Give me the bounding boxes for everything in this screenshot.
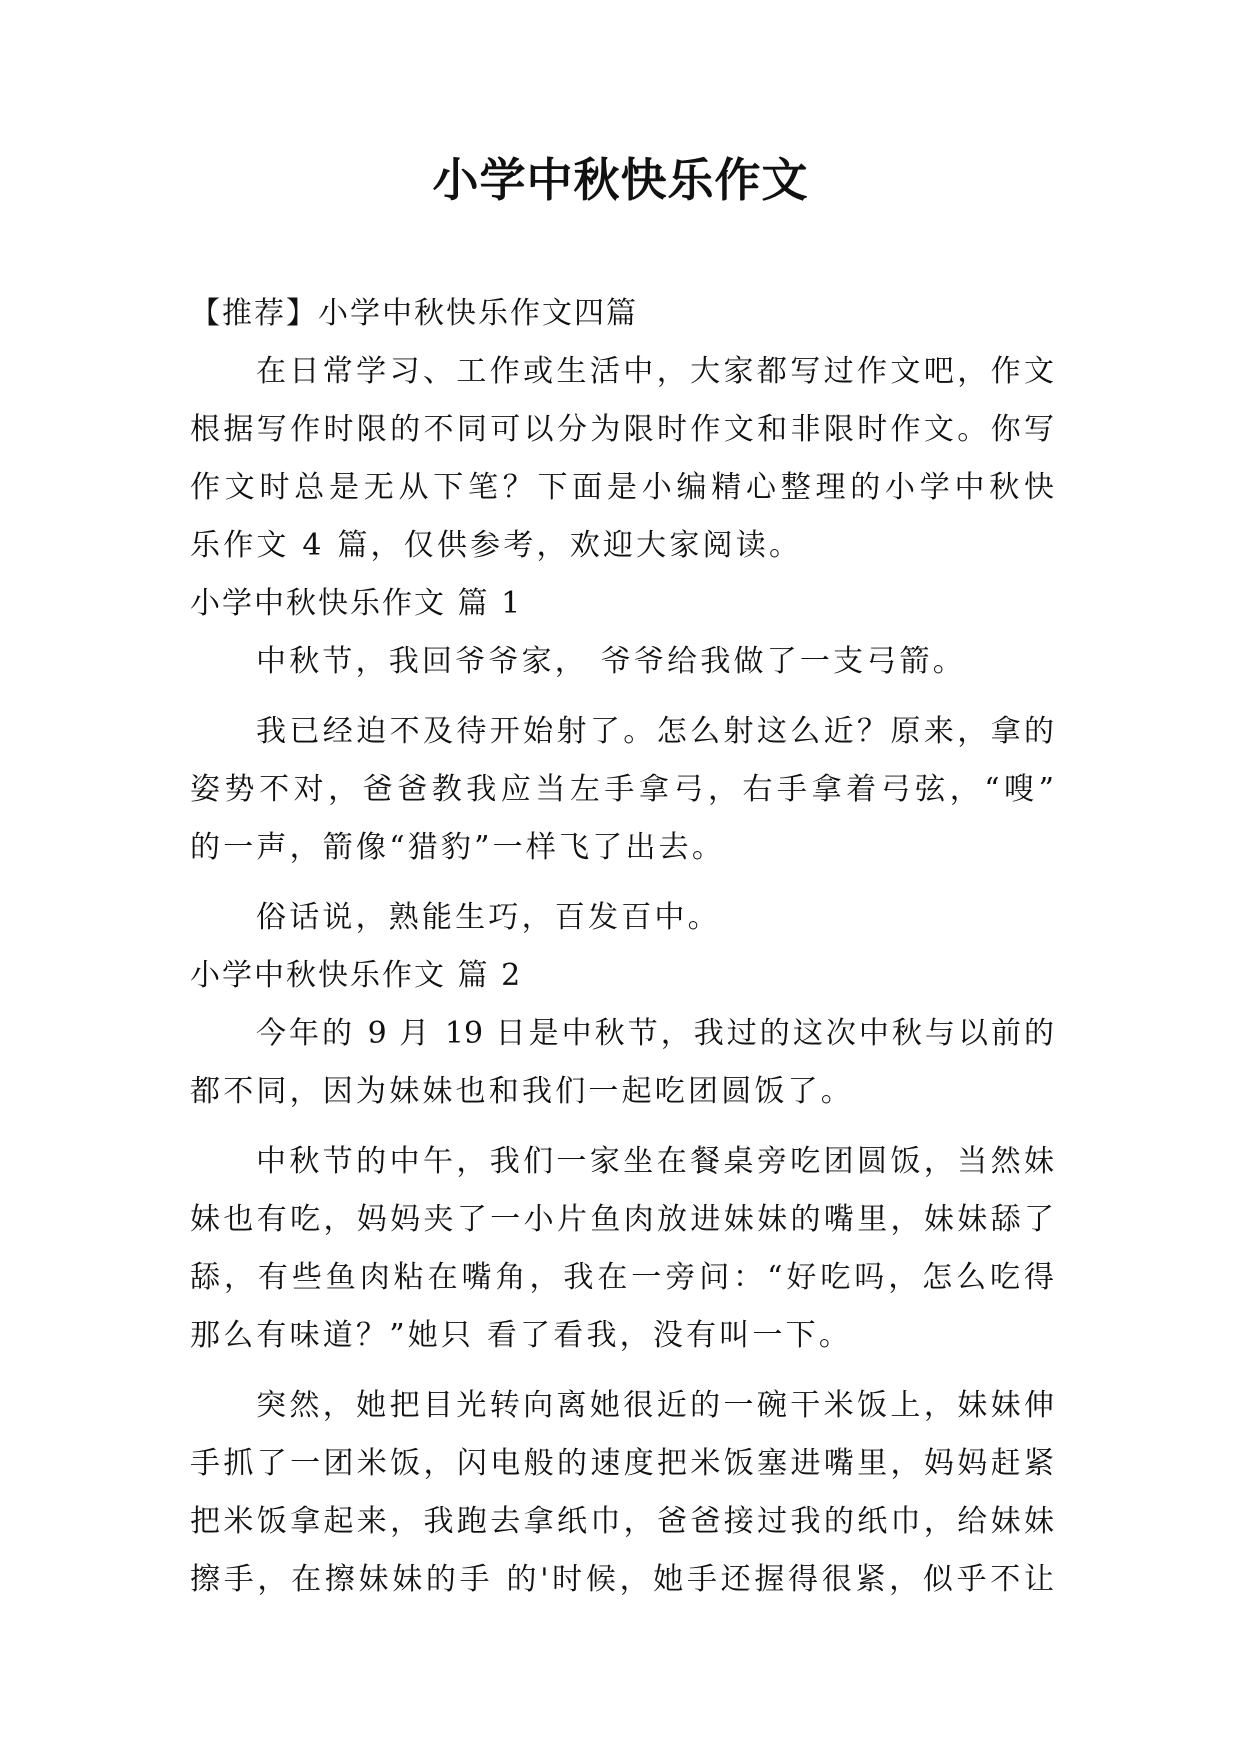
section-heading: 小学中秋快乐作文 篇 1 [190,586,523,621]
text-line: 手抓了一团米饭，闪电般的速度把米饭塞进嘴里，妈妈赶紧 [190,1446,1054,1481]
text-line: 作文时总是无从下笔？下面是小编精心整理的小学中秋快 [190,470,1054,505]
text-line: 在日常学习、工作或生活中，大家都写过作文吧，作文 [256,354,1054,389]
text-line: 中秋节，我回爷爷家， 爷爷给我做了一支弓箭。 [256,644,966,679]
text-line: 中秋节的中午，我们一家坐在餐桌旁吃团圆饭，当然妹 [256,1144,1054,1179]
paragraph-gap [190,877,1054,889]
text-line: 舔，有些鱼肉粘在嘴角，我在一旁问：“好吃吗，怎么吃得 [190,1260,1054,1295]
section-heading: 小学中秋快乐作文 篇 2 [190,958,523,993]
paragraph-gap [190,1121,1054,1133]
paragraph-gap [190,1365,1054,1377]
document-body [190,285,1054,1609]
text-line: 把米饭拿起来，我跑去拿纸巾，爸爸接过我的纸巾，给妹妹 [190,1504,1054,1539]
intro-heading: 【推荐】小学中秋快乐作文四篇 [190,296,638,331]
text-line: 擦手，在擦妹妹的手 的'时候，她手还握得很紧，似乎不让 [190,1562,1054,1597]
document-title: 小学中秋快乐作文 [432,153,809,207]
text-line: 那么有味道？”她只 看了看我，没有叫一下。 [190,1318,853,1353]
text-line: 的一声，箭像“猎豹”一样飞了出去。 [190,830,726,865]
text-line: 俗话说，熟能生巧，百发百中。 [256,900,721,935]
text-line: 根据写作时限的不同可以分为限时作文和非限时作文。你写 [190,412,1054,447]
paragraph-gap [190,691,1054,703]
text-line: 姿势不对，爸爸教我应当左手拿弓，右手拿着弓弦，“嗖” [190,772,1054,807]
text-line: 今年的 9 月 19 日是中秋节，我过的这次中秋与以前的 [256,1016,1054,1051]
text-line: 乐作文 4 篇，仅供参考，欢迎大家阅读。 [190,528,803,563]
text-line: 我已经迫不及待开始射了。怎么射这么近？原来，拿的 [256,714,1054,749]
text-line: 妹也有吃，妈妈夹了一小片鱼肉放进妹妹的嘴里，妹妹舔了 [190,1202,1054,1237]
text-line: 都不同，因为妹妹也和我们一起吃团圆饭了。 [190,1074,854,1109]
text-line: 突然，她把目光转向离她很近的一碗干米饭上，妹妹伸 [256,1388,1054,1423]
